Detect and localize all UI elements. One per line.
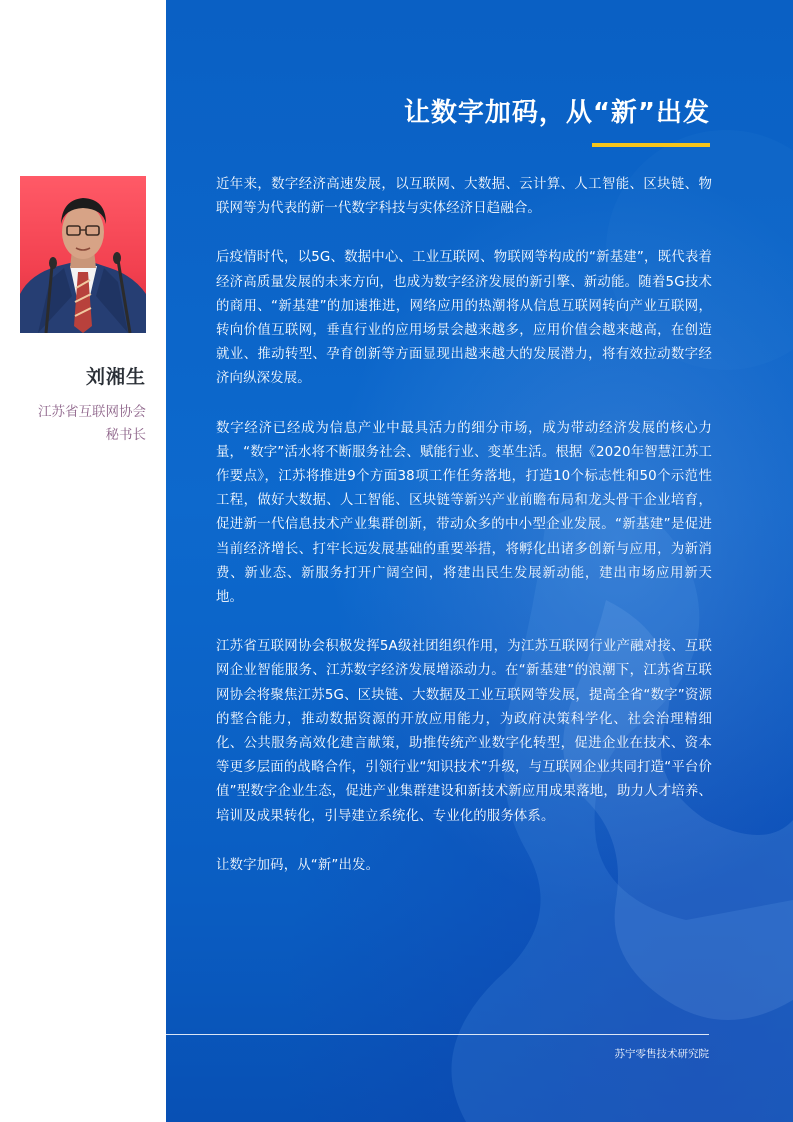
article-paragraph: 江苏省互联网协会积极发挥5A级社团组织作用，为江苏互联网行业产融对接、互联网企业智能服务、江苏数字经济发展增添动力。在“新基建”的浪潮下，江苏省互联网协会将聚焦江苏5G、区块链、大数据及工业互联网等发展，提高全省“数字”资源的整合能力，推动数据资源的开放应用能力，为政府决策科学化、社会治理精细化、公共服务高效化建言献策，助推传统产业数字化转型，促进企业在技术、资本等更多层面的战略合作，引领行业“知识技术”升级，与互联网企业共同打造“平台价值”型数字企业生态，促进产业集群建设和新技术新应用成果落地，助力人才培养、培训及成果转化，引导建立系统化、专业化的服务体系。 [216, 639, 712, 824]
author-title-line: 江苏省互联网协会 [38, 404, 146, 420]
article-body [216, 173, 712, 903]
title-underline [592, 143, 710, 147]
author-portrait [20, 176, 146, 333]
footer-publisher: 苏宁零售技术研究院 [614, 1048, 709, 1060]
author-title [6, 401, 146, 447]
article-panel [166, 0, 793, 1122]
author-portrait-image [20, 176, 146, 333]
article-title: 让数字加码，从“新”出发 [403, 98, 710, 128]
author-title-line: 秘书长 [105, 427, 146, 443]
author-name: 刘湘生 [85, 366, 146, 388]
article-paragraph: 近年来，数字经济高速发展，以互联网、大数据、云计算、人工智能、区块链、物联网等为代表的新一代数字科技与实体经济日趋融合。 [216, 177, 712, 217]
footer-divider [166, 1034, 709, 1035]
article-paragraph: 数字经济已经成为信息产业中最具活力的细分市场，成为带动经济发展的核心力量，“数字”活水将不断服务社会、赋能行业、变革生活。根据《2020年智慧江苏工作要点》，江苏将推进9个方面38项工作任务落地，打造10个标志性和50个示范性工程，做好大数据、人工智能、区块链等新兴产业前瞻布局和龙头骨干企业培育，促进新一代信息技术产业集群创新，带动众多的中小型企业发展。“新基建”是促进当前经济增长、打牢长远发展基础的重要举措，将孵化出诸多创新与应用，为新消费、新业态、新服务打开广阔空间，将建出民生发展新动能，建出市场应用新天地。 [216, 420, 712, 606]
author-column [0, 0, 166, 1122]
article-paragraph: 后疫情时代，以5G、数据中心、工业互联网、物联网等构成的“新基建”，既代表着经济高质量发展的未来方向，也成为数字经济发展的新引擎、新动能。随着5G技术的商用、“新基建”的加速推进，网络应用的热潮将从信息互联网转向产业互联网，转向价值互联网，垂直行业的应用场景会越来越多，应用价值会越来越高，在创造就业、推动转型、孕育创新等方面显现出越来越大的发展潜力，将有效拉动数字经济向纵深发展。 [216, 250, 712, 387]
article-paragraph: 让数字加码，从“新”出发。 [216, 857, 380, 873]
